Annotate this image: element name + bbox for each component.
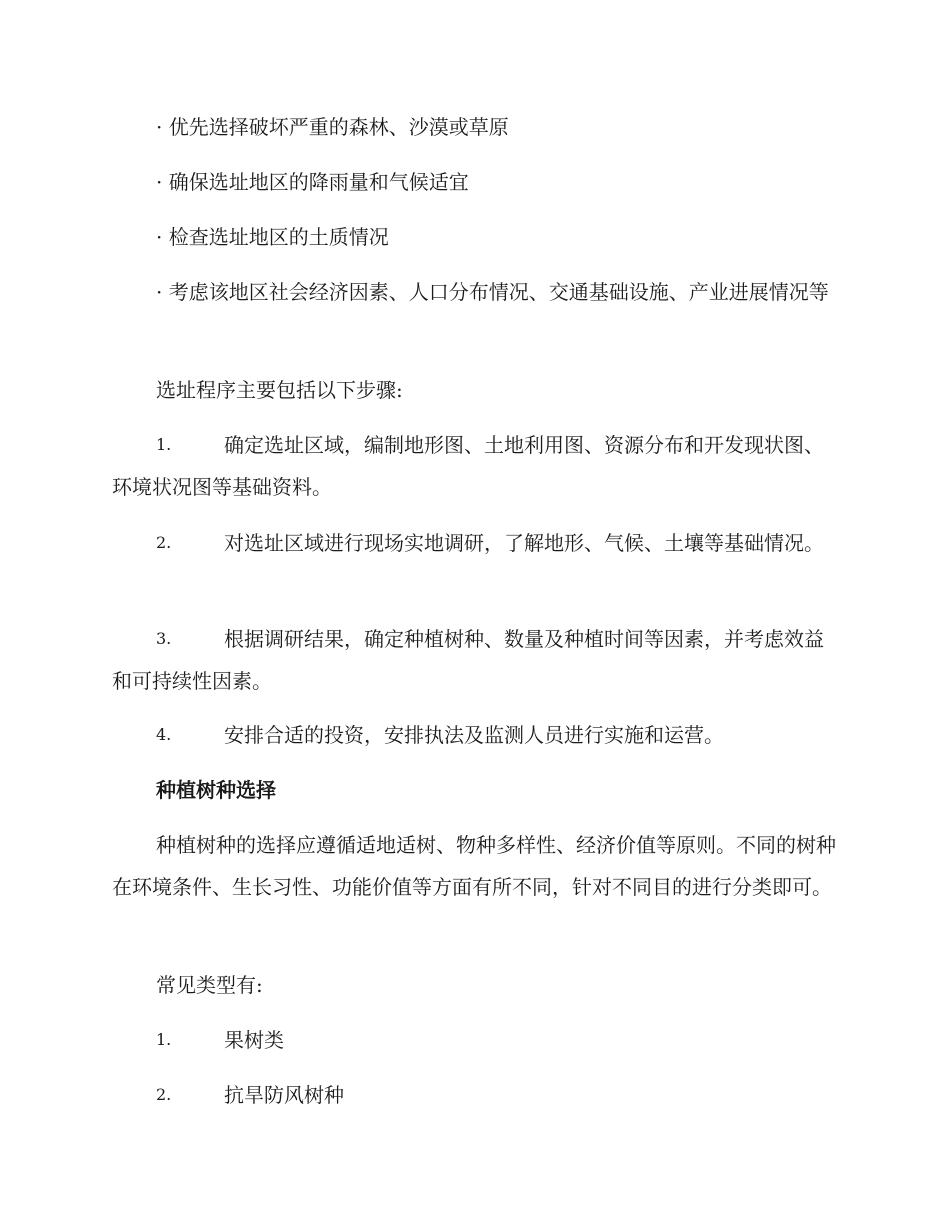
bullet-item: · 检查选址地区的土质情况: [156, 225, 389, 249]
type-number: 2.: [156, 1085, 172, 1104]
bullet-item: · 考虑该地区社会经济因素、人口分布情况、交通基础设施、产业进展情况等: [156, 280, 829, 304]
step-number: 4.: [156, 725, 172, 744]
type-item: [112, 1074, 837, 1116]
step-text: 确定选址区域，编制地形图、土地利用图、资源分布和开发现状图、环境状况图等基础资料。: [112, 433, 824, 499]
types-intro: 常见类型有:: [156, 973, 263, 997]
step-item: [112, 522, 837, 564]
type-text: 果树类: [224, 1028, 284, 1052]
bullet-item: · 确保选址地区的降雨量和气候适宜: [156, 170, 469, 194]
step-item: [112, 714, 837, 756]
step-text: 根据调研结果，确定种植树种、数量及种植时间等因素，并考虑效益和可持续性因素。: [112, 627, 824, 693]
step-number: 2.: [156, 533, 172, 552]
step-text: 安排合适的投资，安排执法及监测人员进行实施和运营。: [224, 723, 724, 747]
step-item: [112, 424, 837, 508]
type-number: 1.: [156, 1030, 172, 1049]
section-heading: 种植树种选择: [156, 778, 276, 802]
section-paragraph: 种植树种的选择应遵循适地适树、物种多样性、经济价值等原则。不同的树种在环境条件、生长习性、功能价值等方面有所不同，针对不同目的进行分类即可。: [112, 833, 836, 899]
procedure-intro: 选址程序主要包括以下步骤:: [156, 378, 403, 402]
bullet-item: · 优先选择破坏严重的森林、沙漠或草原: [156, 115, 509, 139]
step-item: [112, 618, 837, 702]
type-text: 抗旱防风树种: [224, 1083, 344, 1107]
type-item: [112, 1019, 837, 1061]
step-number: 3.: [156, 629, 172, 648]
step-text: 对选址区域进行现场实地调研，了解地形、气候、土壤等基础情况。: [224, 531, 824, 555]
step-number: 1.: [156, 435, 172, 454]
